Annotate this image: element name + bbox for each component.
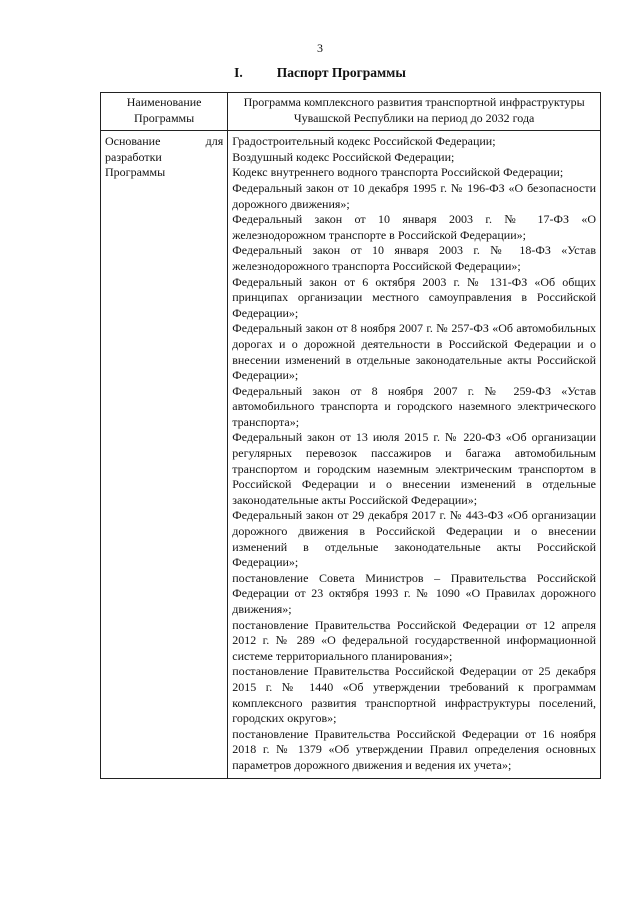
legal-act-item: Градостроительный кодекс Российской Федерации; xyxy=(232,134,496,149)
legal-act-item: Федеральный закон от 10 января 2003 г. № 17-ФЗ «О железнодорожном транспорте в Российской Федерации»; xyxy=(232,212,596,242)
passport-table xyxy=(100,92,601,779)
section-heading xyxy=(0,65,640,81)
legal-act-item: Федеральный закон от 29 декабря 2017 г. № 443-ФЗ «Об организации дорожного движения в Российской Федерации и о внесении изменений в отдельные законодательные акты Российской Федерации»; xyxy=(232,508,596,570)
legal-act-item: Федеральный закон от 8 ноября 2007 г. № 259-ФЗ «Устав автомобильного транспорта и городского наземного электрического транспорта»; xyxy=(232,383,596,429)
section-number: I. xyxy=(234,65,243,80)
legal-act-item: Федеральный закон от 10 декабря 1995 г. № 196-ФЗ «О безопасности дорожного движения»; xyxy=(232,180,596,211)
basis-value-cell xyxy=(228,131,601,778)
page-number: 3 xyxy=(317,41,323,55)
legal-act-item: постановление Совета Министров – Правительства Российской Федерации от 23 октября 1993 г. № 1090 «О Правилах дорожного движения»; xyxy=(232,570,596,616)
legal-act-item: Федеральный закон от 8 ноября 2007 г. № 257-ФЗ «Об автомобильных дорогах и о дорожной деятельности в Российской Федерации и о внесении изменений в отдельные законодательные акты Российской Федерации»; xyxy=(232,321,596,383)
basis-label-cell: Основание для разработки Программы xyxy=(101,131,228,778)
legal-act-item: Воздушный кодекс Российской Федерации; xyxy=(232,149,455,164)
legal-act-item: Федеральный закон от 10 января 2003 г. № 18-ФЗ «Устав железнодорожного транспорта Российской Федерации»; xyxy=(232,243,596,273)
legal-act-item: постановление Правительства Российской Федерации от 25 декабря 2015 г. № 1440 «Об утверждении требований к программам комплексного развития транспортной инфраструктуры поселений, городских округов»; xyxy=(232,664,596,726)
legal-act-item: Федеральный закон от 13 июля 2015 г. № 220-ФЗ «Об организации регулярных перевозок пассажиров и багажа автомобильным транспортом и городским наземным электрическим транспортом в Российской Федерации и о внесении изменений в отдельные законодательные акты Российской Федерации»; xyxy=(232,430,596,507)
section-title: Паспорт Программы xyxy=(276,65,406,80)
legal-act-item: постановление Правительства Российской Федерации от 16 ноября 2018 г. № 1379 «Об утверждении Правил определения основных параметров дорожного движения и ведения их учета»; xyxy=(232,726,596,772)
basis-row xyxy=(101,131,601,778)
legal-act-item: Федеральный закон от 6 октября 2003 г. № 131-ФЗ «Об общих принципах организации местного самоуправления в Российской Федерации»; xyxy=(232,274,596,320)
header-value-cell: Программа комплексного развития транспортной инфраструктуры Чувашской Республики на период до 2032 года xyxy=(228,93,601,131)
legal-act-item: постановление Правительства Российской Федерации от 12 апреля 2012 г. № 289 «О федеральной государственной информационной системе территориального планирования»; xyxy=(232,617,596,663)
header-label-cell: Наименование Программы xyxy=(101,93,228,131)
legal-act-item: Кодекс внутреннего водного транспорта Российской Федерации; xyxy=(232,165,564,180)
table-header-row xyxy=(101,93,601,131)
